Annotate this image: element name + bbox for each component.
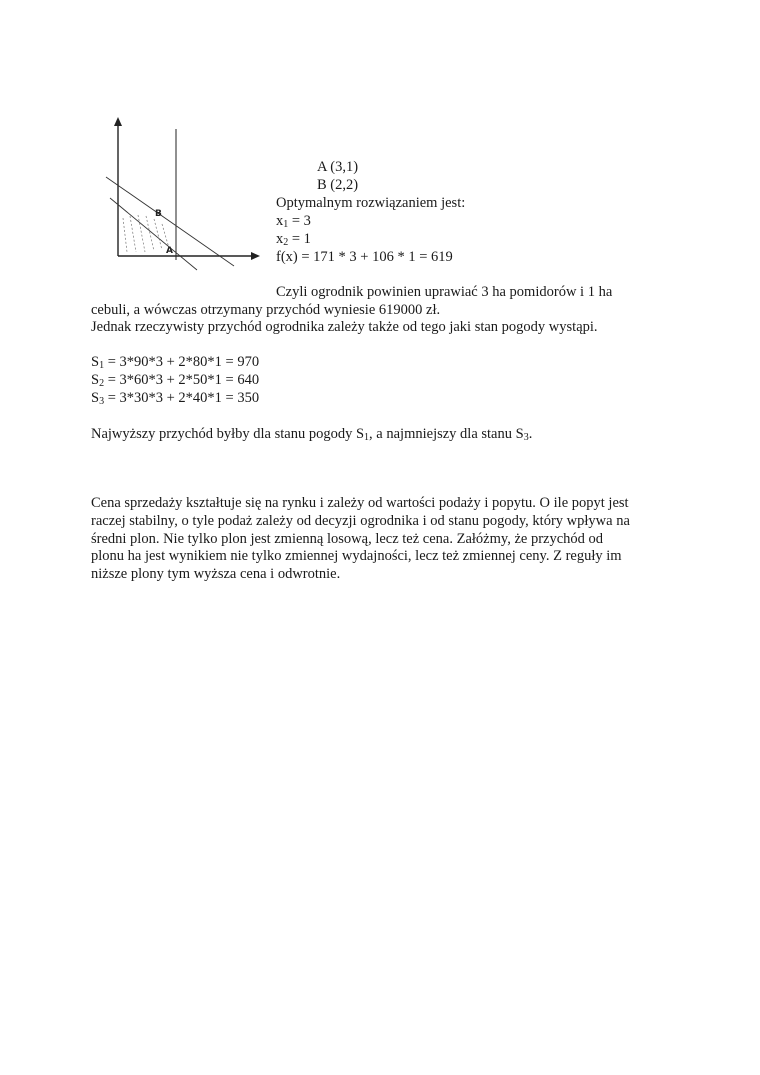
feasible-region-hatching: [123, 215, 169, 252]
point-a-text: A (3,1): [317, 159, 359, 175]
solution-x1: $x_1 = 3$: [276, 213, 311, 230]
constraint-line-2: [110, 198, 197, 270]
state-s1: $S_1 = 3*90*3 + 2*80*1 = 970$: [91, 354, 260, 371]
point-b-text: B (2,2): [317, 177, 359, 193]
solution-fx: f(x) = 171 * 3 + 106 * 1 = 619: [276, 249, 453, 265]
conclusion-line-2: cebuli, a wówczas otrzymany przychód wyniesie 619000 zł.: [91, 302, 441, 318]
paragraph-line-2: raczej stabilny, o tyle podaż zależy od decyzji ogrodnika i od stanu pogody, który wpływa na: [91, 513, 630, 529]
point-b-label: B: [155, 209, 162, 219]
solution-x2: $x_2 = 1$: [276, 231, 311, 248]
paragraph-line-5: niższe plony tym wyższa cena i odwrotnie.: [91, 566, 341, 582]
conclusion-line-1: Czyli ogrodnik powinien uprawiać 3 ha pomidorów i 1 ha: [276, 284, 613, 300]
summary-sentence: Najwyższy przychód byłby dla stanu pogody $S_1$, a najmniejszy dla stanu $S_3$.: [91, 426, 533, 443]
point-a-label: A: [166, 246, 173, 256]
conclusion-line-3: Jednak rzeczywisty przychód ogrodnika zależy także od tego jaki stan pogody wystąpi.: [91, 319, 598, 335]
solution-heading: Optymalnym rozwiązaniem jest:: [276, 195, 466, 211]
paragraph-line-4: plonu ha jest wynikiem nie tylko zmiennej wydajności, lecz też zmiennej ceny. Z reguły im: [91, 548, 622, 564]
feasible-region-graph: [100, 112, 270, 272]
state-s3: $S_3 = 3*30*3 + 2*40*1 = 350$: [91, 390, 260, 407]
y-axis-arrow: [114, 117, 122, 126]
state-s2: $S_2 = 3*60*3 + 2*50*1 = 640$: [91, 372, 260, 389]
x-axis-arrow: [251, 252, 260, 260]
paragraph-line-3: średni plon. Nie tylko plon jest zmienną losową, lecz też cena. Załóżmy, że przychód od: [91, 531, 604, 547]
paragraph-line-1: Cena sprzedaży kształtuje się na rynku i zależy od wartości podaży i popytu. O ile popyt jest: [91, 495, 629, 511]
